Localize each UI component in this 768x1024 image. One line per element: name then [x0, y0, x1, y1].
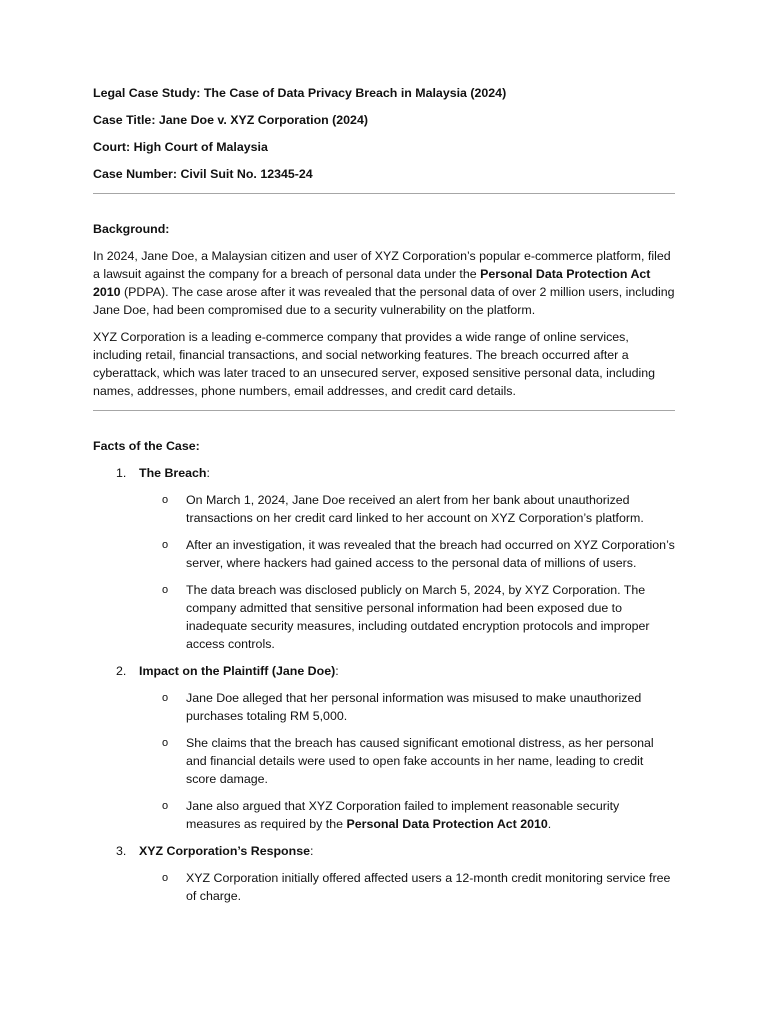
- background-paragraph-1: [93, 247, 675, 319]
- court-label: Court: [93, 140, 127, 154]
- case-title-value: : Jane Doe v. XYZ Corporation (2024): [151, 113, 368, 127]
- item-number: 3.: [116, 844, 127, 858]
- background-paragraph-2: XYZ Corporation is a leading e-commerce company that provides a wide range of online services, including retail, financial transactions, and social networking features. The breach occurred after a cyberattack, which was later traced to an unsecured server, exposed sensitive personal data, including names, addresses, phone numbers, email addresses, and credit card details.: [93, 330, 656, 398]
- bullet-icon: o: [162, 800, 169, 812]
- list-item-text: She claims that the breach has caused significant emotional distress, as her personal and financial details were used to open fake accounts in her name, leading to credit score damage.: [186, 736, 654, 786]
- list-item-text: The data breach was disclosed publicly on March 5, 2024, by XYZ Corporation. The company admitted that sensitive personal information had been exposed due to inadequate security measures, including outdated encryption protocols and improper access controls.: [186, 583, 650, 651]
- item-suffix: :: [335, 664, 339, 678]
- item-title: Impact on the Plaintiff (Jane Doe): [139, 664, 336, 678]
- background-heading: Background:: [93, 222, 170, 236]
- facts-item: [93, 842, 675, 905]
- list-item-text: .: [547, 817, 552, 831]
- bullet-icon: o: [162, 737, 169, 749]
- court-value: : High Court of Malaysia: [126, 140, 268, 154]
- item-number: 2.: [116, 664, 127, 678]
- case-title-label: Case Title: [93, 113, 152, 127]
- list-item-text: Jane Doe alleged that her personal information was misused to make unauthorized purchases totaling RM 5,000.: [186, 691, 642, 723]
- sub-list: [139, 491, 675, 653]
- list-item-text: After an investigation, it was revealed that the breach had occurred on XYZ Corporation’s server, where hackers had gained access to the personal data of millions of users.: [186, 538, 675, 570]
- facts-heading: Facts of the Case:: [93, 439, 200, 453]
- list-item: [139, 581, 675, 653]
- sub-list: [139, 689, 675, 833]
- bullet-icon: o: [162, 692, 169, 704]
- facts-item: [93, 464, 675, 653]
- item-suffix: :: [206, 466, 210, 480]
- list-item: [139, 536, 675, 572]
- document-title: Legal Case Study: The Case of Data Privacy Breach in Malaysia (2024): [93, 86, 507, 100]
- facts-item: [93, 662, 675, 833]
- list-item: [139, 797, 675, 833]
- list-item-text: XYZ Corporation initially offered affected users a 12-month credit monitoring service free of charge.: [186, 871, 671, 903]
- list-item-text: On March 1, 2024, Jane Doe received an alert from her bank about unauthorized transactions on her credit card linked to her account on XYZ Corporation’s platform.: [186, 493, 644, 525]
- case-number-line: [93, 165, 675, 183]
- item-title: The Breach: [139, 466, 207, 480]
- item-number: 1.: [116, 466, 127, 480]
- list-item-text: Jane also argued that XYZ Corporation failed to implement reasonable security measures as required by the: [186, 799, 620, 831]
- sub-list: [139, 869, 675, 905]
- list-item: [139, 734, 675, 788]
- background-text: In 2024, Jane Doe, a Malaysian citizen and user of XYZ Corporation’s popular e-commerce platform, filed a lawsuit against the company for a breach of personal data under the: [93, 249, 671, 281]
- case-number-value: : Civil Suit No. 12345-24: [172, 167, 313, 181]
- pdpa-reference: Personal Data Protection Act 2010: [93, 267, 651, 299]
- list-item: [139, 869, 675, 905]
- case-number-label: Case Number: [93, 167, 173, 181]
- divider: [93, 193, 675, 194]
- bullet-icon: o: [162, 539, 169, 551]
- bullet-icon: o: [162, 872, 169, 884]
- pdpa-reference: Personal Data Protection Act 2010: [346, 817, 548, 831]
- bullet-icon: o: [162, 584, 169, 596]
- case-title-line: [93, 111, 675, 129]
- document-page: [93, 84, 675, 914]
- court-line: [93, 138, 675, 156]
- facts-list: [93, 464, 675, 905]
- list-item: [139, 689, 675, 725]
- item-suffix: :: [309, 844, 314, 858]
- list-item: [139, 491, 675, 527]
- background-text: (PDPA). The case arose after it was revealed that the personal data of over 2 million users, including Jane Doe, had been compromised due to a security vulnerability on the platform.: [93, 285, 675, 317]
- bullet-icon: o: [162, 494, 169, 506]
- item-title: XYZ Corporation’s Response: [139, 844, 310, 858]
- divider: [93, 410, 675, 411]
